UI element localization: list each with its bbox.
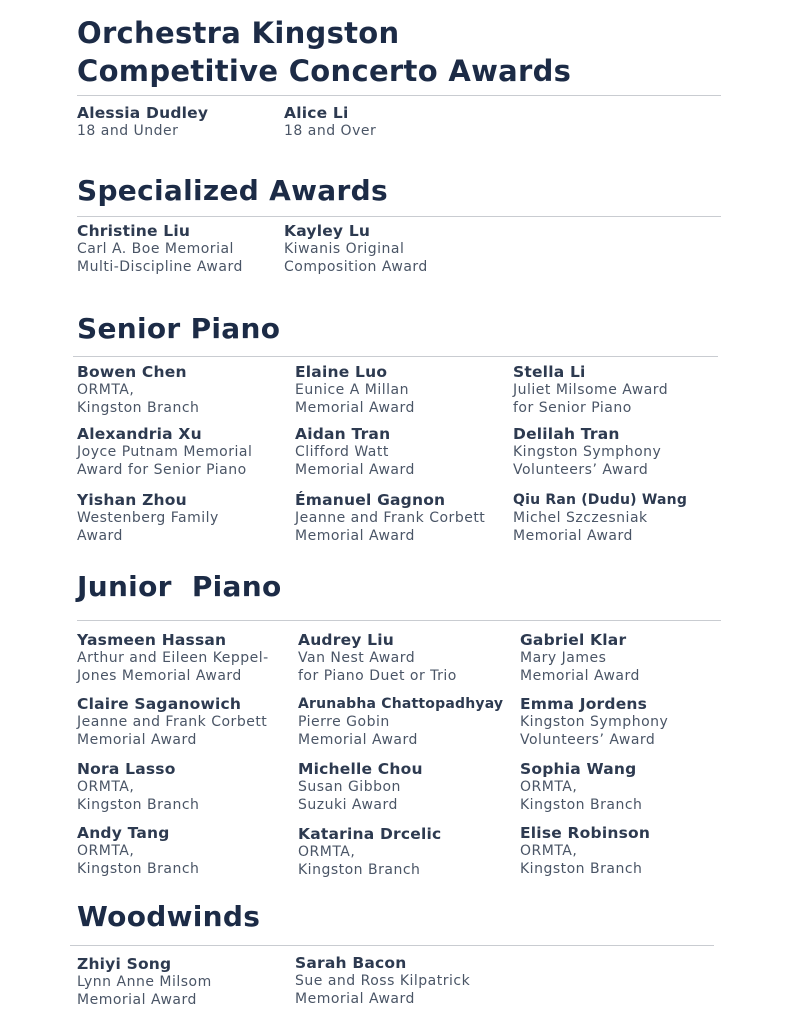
award-line: Kingston Branch (77, 399, 200, 416)
award-entry (298, 760, 423, 814)
award-entry (513, 363, 668, 417)
winner-category: 18 and Under (77, 123, 179, 139)
award-entry (295, 954, 470, 1008)
section-divider (73, 356, 718, 357)
title-line-2: Competitive Concerto Awards (77, 54, 572, 88)
award-line: Kiwanis Original (284, 241, 405, 257)
winner-entry (284, 104, 376, 141)
section-divider (77, 216, 721, 217)
award-entry (295, 363, 415, 417)
recipient-name: Stella Li (513, 363, 586, 381)
award-line: Kingston Branch (298, 861, 421, 878)
award-line: Memorial Award (77, 991, 197, 1008)
award-line: ORMTA, (77, 843, 135, 859)
recipient-name: Émanuel Gagnon (295, 491, 446, 509)
award-line: Michel Szczesniak (513, 510, 648, 526)
award-line: Memorial Award (77, 731, 197, 748)
winner-category: 18 and Over (284, 123, 377, 139)
award-entry (77, 955, 212, 1009)
award-line: ORMTA, (77, 382, 135, 398)
award-line: Kingston Branch (77, 796, 200, 813)
award-line: Juliet Milsome Award (513, 382, 669, 398)
recipient-name: Michelle Chou (298, 760, 423, 778)
award-line: ORMTA, (520, 779, 578, 795)
recipient-name: Zhiyi Song (77, 955, 172, 973)
award-line: Memorial Award (295, 461, 415, 478)
award-line: Jones Memorial Award (77, 667, 242, 684)
recipient-name: Nora Lasso (77, 760, 176, 778)
award-line: Joyce Putnam Memorial (77, 444, 253, 460)
award-line: for Senior Piano (513, 399, 632, 416)
recipient-name: Kayley Lu (284, 222, 371, 240)
recipient-name: Sarah Bacon (295, 954, 407, 972)
page-title (77, 14, 571, 90)
award-line: Award for Senior Piano (77, 461, 247, 478)
award-line: Composition Award (284, 258, 428, 275)
award-line: Susan Gibbon (298, 779, 401, 795)
award-line: Kingston Branch (77, 860, 200, 877)
section-heading-senior-piano: Senior Piano (77, 312, 281, 345)
award-line: ORMTA, (298, 844, 356, 860)
title-divider (77, 95, 721, 96)
award-line: Clifford Watt (295, 444, 389, 460)
award-line: Van Nest Award (298, 650, 416, 666)
award-line: Arthur and Eileen Keppel- (77, 650, 269, 666)
award-entry (298, 631, 457, 685)
recipient-name: Aidan Tran (295, 425, 391, 443)
section-divider (70, 945, 714, 946)
award-line: Kingston Symphony (520, 714, 669, 730)
award-entry (295, 425, 415, 479)
winner-name: Alessia Dudley (77, 104, 209, 122)
award-line: Memorial Award (520, 667, 640, 684)
recipient-name: Qiu Ran (Dudu) Wang (513, 492, 688, 508)
award-line: Jeanne and Frank Corbett (77, 714, 268, 730)
award-line: Volunteers’ Award (513, 461, 649, 478)
section-heading-specialized: Specialized Awards (77, 174, 388, 207)
recipient-name: Yasmeen Hassan (77, 631, 227, 649)
recipient-name: Claire Saganowich (77, 695, 242, 713)
award-entry (77, 824, 199, 878)
award-entry (77, 631, 269, 685)
title-line-1: Orchestra Kingston (77, 16, 400, 50)
award-line: Memorial Award (298, 731, 418, 748)
award-line: Memorial Award (295, 399, 415, 416)
award-line: Westenberg Family (77, 510, 219, 526)
award-line: Volunteers’ Award (520, 731, 656, 748)
recipient-name: Elise Robinson (520, 824, 651, 842)
award-entry (298, 825, 441, 879)
award-line: Award (77, 527, 123, 544)
award-entry (77, 363, 199, 417)
recipient-name: Sophia Wang (520, 760, 637, 778)
award-entry (77, 760, 199, 814)
award-line: ORMTA, (520, 843, 578, 859)
recipient-name: Christine Liu (77, 222, 191, 240)
recipient-name: Delilah Tran (513, 425, 620, 443)
award-entry (284, 222, 428, 276)
award-line: Mary James (520, 650, 607, 666)
award-line: Lynn Anne Milsom (77, 974, 212, 990)
award-entry (77, 425, 252, 479)
recipient-name: Katarina Drcelic (298, 825, 442, 843)
recipient-name: Alexandria Xu (77, 425, 202, 443)
award-line: Memorial Award (513, 527, 633, 544)
award-line: Suzuki Award (298, 796, 398, 813)
award-entry (520, 760, 642, 814)
section-heading-woodwinds: Woodwinds (77, 900, 261, 933)
award-entry (77, 695, 267, 749)
award-line: Kingston Branch (520, 796, 643, 813)
recipient-name: Arunabha Chattopadhyay (298, 696, 504, 712)
award-line: Jeanne and Frank Corbett (295, 510, 486, 526)
recipient-name: Elaine Luo (295, 363, 388, 381)
award-line: Kingston Symphony (513, 444, 662, 460)
award-line: Sue and Ross Kilpatrick (295, 973, 471, 989)
winner-name: Alice Li (284, 104, 349, 122)
award-entry (520, 695, 668, 749)
section-divider (77, 620, 721, 621)
award-line: Kingston Branch (520, 860, 643, 877)
award-line: Multi-Discipline Award (77, 258, 243, 275)
award-entry (77, 491, 219, 545)
recipient-name: Bowen Chen (77, 363, 187, 381)
award-entry (77, 222, 243, 276)
award-entry (295, 491, 485, 545)
award-entry (520, 631, 640, 685)
award-entry (513, 425, 661, 479)
recipient-name: Emma Jordens (520, 695, 648, 713)
award-line: Eunice A Millan (295, 382, 409, 398)
award-entry (520, 824, 650, 878)
recipient-name: Gabriel Klar (520, 631, 627, 649)
winner-entry (77, 104, 208, 141)
recipient-name: Yishan Zhou (77, 491, 187, 509)
award-entry (513, 491, 687, 545)
award-line: for Piano Duet or Trio (298, 667, 457, 684)
section-heading-junior-piano: Junior Piano (77, 570, 282, 603)
recipient-name: Andy Tang (77, 824, 170, 842)
award-line: Memorial Award (295, 527, 415, 544)
award-entry (298, 695, 503, 749)
award-line: Pierre Gobin (298, 714, 390, 730)
award-line: ORMTA, (77, 779, 135, 795)
award-line: Memorial Award (295, 990, 415, 1007)
recipient-name: Audrey Liu (298, 631, 395, 649)
award-line: Carl A. Boe Memorial (77, 241, 234, 257)
